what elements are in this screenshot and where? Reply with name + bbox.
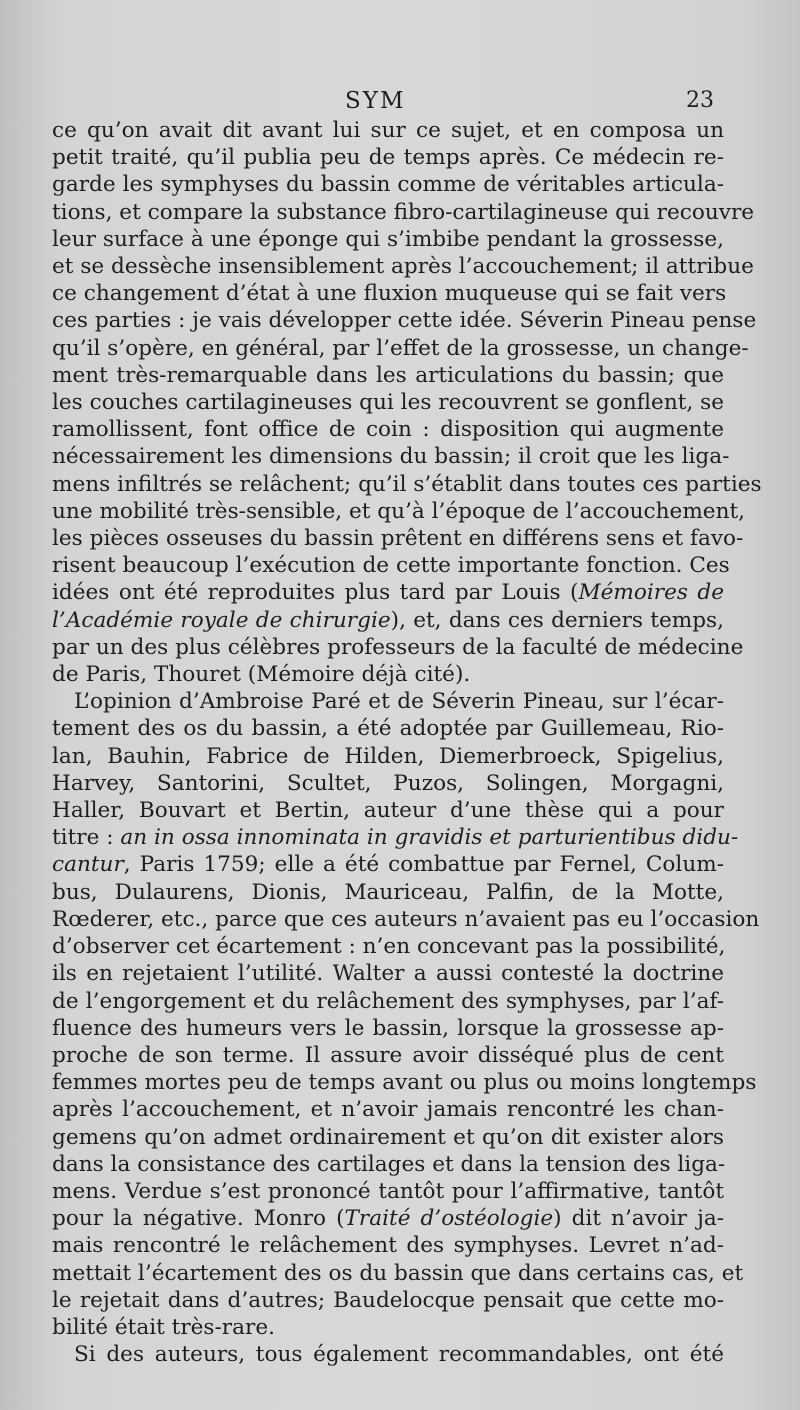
text-line: ce changement d’état à une fluxion muqueuse qui se fait vers — [52, 281, 727, 307]
text-run: ), et, dans ces derniers temps, — [390, 607, 724, 633]
text-line: après l’accouchement, et n’avoir jamais rencontré les chan- — [52, 1097, 724, 1123]
text-line: de Paris, Thouret (Mémoire déjà cité). — [52, 662, 471, 688]
text-line: le rejetait dans d’autres; Baudelocque pensait que cette mo- — [52, 1287, 724, 1313]
text-line — [52, 579, 724, 606]
text-line: une mobilité très-sensible, et qu’à l’époque de l’accouchement, — [52, 498, 746, 524]
text-line: ce qu’on avait dit avant lui sur ce sujet, et en composa un — [52, 118, 724, 143]
text-line: dans la consistance des cartilages et dans la tension des liga- — [52, 1151, 726, 1177]
text-run: pour la négative. Monro ( — [52, 1206, 345, 1232]
text-line: les couches cartilagineuses qui les recouvrent se gonflent, se — [52, 390, 724, 416]
text-line: mens. Verdue s’est prononcé tantôt pour l’affirmative, tantôt — [52, 1178, 724, 1204]
text-line: ces parties : je vais développer cette idée. Séverin Pineau pense — [52, 308, 757, 334]
text-line: femmes mortes peu de temps avant ou plus ou moins longtemps — [52, 1070, 757, 1096]
text-line: ramollissent, font office de coin : disposition qui augmente — [52, 417, 724, 443]
text-line: proche de son terme. Il assure avoir disséqué plus de cent — [52, 1042, 724, 1068]
text-line: mais rencontré le relâchement des symphyses. Levret n’ad- — [52, 1233, 724, 1259]
text-line: nécessairement les dimensions du bassin; il croit que les liga- — [52, 444, 730, 470]
body-text — [52, 117, 762, 1368]
text-line — [52, 1205, 724, 1232]
page-header — [0, 88, 800, 118]
text-line: lan, Bauhin, Fabrice de Hilden, Diemerbroeck, Spigelius, — [52, 743, 724, 769]
italic-title: an in ossa innominata in gravidis et parturientibus didu- — [120, 825, 739, 851]
text-line: par un des plus célèbres professeurs de la faculté de médecine — [52, 634, 744, 660]
running-head: SYM — [345, 88, 406, 114]
italic-title: cantur — [52, 852, 124, 878]
text-line: qu’il s’opère, en général, par l’effet de la grossesse, un change- — [52, 335, 749, 361]
text-line: mens infiltrés se relâchent; qu’il s’établit dans toutes ces parties — [52, 471, 762, 497]
italic-title: l’Académie royale de chirurgie — [52, 607, 391, 633]
text-run: idées ont été reproduites plus tard par Louis ( — [52, 580, 579, 606]
text-run: , Paris 1759; elle a été combattue par Fernel, Colum- — [123, 852, 724, 878]
italic-title: Mémoires de — [578, 580, 724, 606]
text-line: les pièces osseuses du bassin prêtent en différens sens et favo- — [52, 526, 744, 552]
text-line: gemens qu’on admet ordinairement et qu’on dit exister alors — [52, 1124, 724, 1150]
text-line: tement des os du bassin, a été adoptée par Guillemeau, Rio- — [52, 716, 724, 742]
text-line: bilité était très-rare. — [52, 1314, 275, 1340]
text-line: Rœderer, etc., parce que ces auteurs n’avaient pas eu l’occasion — [52, 906, 760, 932]
text-line: Harvey, Santorini, Scultet, Puzos, Solingen, Morgagni, — [52, 770, 724, 796]
italic-title: Traité d’ostéologie — [344, 1206, 554, 1232]
text-line — [52, 607, 724, 634]
text-line: risent beaucoup l’exécution de cette importante fonction. Ces — [52, 553, 730, 579]
text-line: et se dessèche insensiblement après l’accouchement; il attribue — [52, 254, 754, 280]
text-line: garde les symphyses du bassin comme de véritables articula- — [52, 172, 724, 198]
text-line: tions, et compare la substance fibro-cartilagineuse qui recouvre — [52, 199, 755, 225]
text-line: petit traité, qu’il publia peu de temps après. Ce médecin re- — [52, 145, 724, 171]
text-line — [52, 824, 739, 851]
text-line: de l’engorgement et du relâchement des symphyses, par l’af- — [52, 988, 724, 1014]
text-line: ment très-remarquable dans les articulations du bassin; que — [52, 362, 724, 388]
text-line: Haller, Bouvart et Bertin, auteur d’une thèse qui a pour — [52, 798, 724, 824]
text-run: ) dit n’avoir ja- — [553, 1206, 724, 1232]
text-line: bus, Dulaurens, Dionis, Mauriceau, Palfin, de la Motte, — [52, 879, 724, 905]
text-line: Si des auteurs, tous également recommandables, ont été — [74, 1342, 724, 1368]
text-line: d’observer cet écartement : n’en concevant pas la possibilité, — [52, 934, 726, 960]
text-line: fluence des humeurs vers le bassin, lorsque la grossesse ap- — [52, 1015, 724, 1041]
page-number: 23 — [686, 88, 714, 113]
text-line: L’opinion d’Ambroise Paré et de Séverin Pineau, sur l’écar- — [74, 689, 724, 715]
text-line: leur surface à une éponge qui s’imbibe pendant la grossesse, — [52, 226, 724, 252]
text-line: mettait l’écartement des os du bassin que dans certains cas, et — [52, 1260, 744, 1286]
text-run: titre : — [52, 825, 121, 851]
text-line — [52, 851, 724, 878]
text-line: ils en rejetaient l’utilité. Walter a aussi contesté la doctrine — [52, 961, 724, 987]
